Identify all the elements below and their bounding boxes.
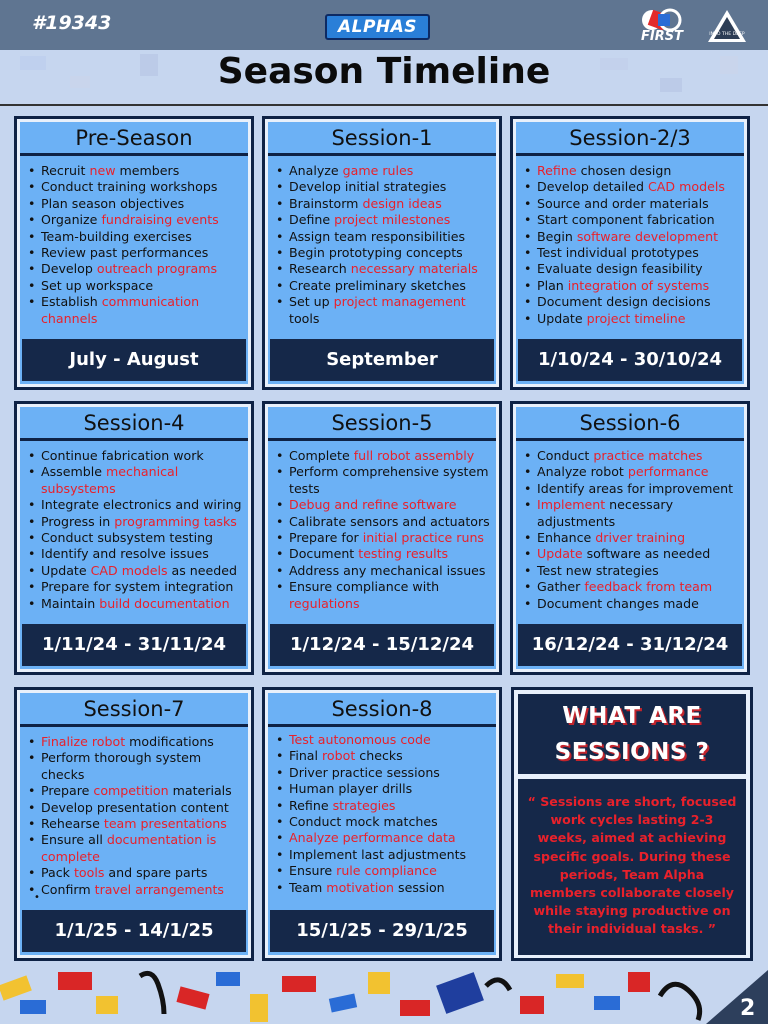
date-range: 1/11/24 - 31/11/24: [22, 624, 246, 666]
info-heading-line-1: WHAT ARE: [562, 703, 702, 729]
date-range: September: [270, 339, 494, 381]
card-session-4: [14, 401, 254, 675]
list-item: • Plan integration of systems: [524, 278, 738, 294]
card-session-6: [510, 401, 750, 675]
list-item: • Update project timeline: [524, 311, 738, 327]
list-item: • Establish communication channels: [28, 294, 242, 327]
info-heading: [518, 694, 746, 774]
first-logo-text: FIRST: [641, 29, 683, 44]
list-item: • Begin software development: [524, 229, 738, 245]
list-item: • Document design decisions: [524, 294, 738, 310]
list-item: • Gather feedback from team: [524, 579, 738, 595]
task-list: [268, 441, 496, 612]
card-session-1: [262, 116, 502, 390]
list-item: • Set up workspace: [28, 278, 242, 294]
list-item: • Test autonomous code: [276, 732, 490, 748]
svg-text:INTO THE DEEP: INTO THE DEEP: [709, 32, 745, 37]
card-session-2-3: [510, 116, 750, 390]
list-item: • Update software as needed: [524, 546, 738, 562]
list-item: • Develop outreach programs: [28, 261, 242, 277]
list-item: • Conduct practice matches: [524, 448, 738, 464]
list-item: • Progress in programming tasks: [28, 514, 242, 530]
list-item: • Develop initial strategies: [276, 179, 490, 195]
card-heading: Session-1: [268, 122, 496, 156]
list-item: • Research necessary materials: [276, 261, 490, 277]
list-item: • Prepare competition materials: [28, 783, 242, 799]
page-title: Season Timeline: [217, 51, 551, 92]
date-range: 1/10/24 - 30/10/24: [518, 339, 742, 381]
list-item: • Driver practice sessions: [276, 765, 490, 781]
list-item: • Debug and refine software: [276, 497, 490, 513]
team-number: #19343: [32, 12, 112, 34]
list-item: • Perform thorough system checks: [28, 750, 242, 783]
task-list: [268, 156, 496, 327]
list-item: • Analyze game rules: [276, 163, 490, 179]
list-item: • Recruit new members: [28, 163, 242, 179]
date-range: 1/1/25 - 14/1/25: [22, 910, 246, 952]
page-corner-icon: [706, 970, 768, 1024]
list-item: • Plan season objectives: [28, 196, 242, 212]
list-item: • Finalize robot modifications: [28, 734, 242, 750]
alphas-logo: ALPHAS: [325, 14, 430, 40]
info-description: “ Sessions are short, focused work cycles lasting 2-3 weeks, aimed at achieving specific goals. During these periods, Team Alpha members collaborate closely while staying productive on their individual tasks. ”: [518, 779, 746, 955]
list-item: • Identify areas for improvement: [524, 481, 738, 497]
list-item: • Begin prototyping concepts: [276, 245, 490, 261]
list-item: • Continue fabrication work: [28, 448, 242, 464]
list-item: • Analyze robot performance: [524, 464, 738, 480]
list-item: • Develop detailed CAD models: [524, 179, 738, 195]
list-item: • Create preliminary sketches: [276, 278, 490, 294]
list-item: • Implement necessary adjustments: [524, 497, 738, 530]
list-item: • Ensure compliance with regulations: [276, 579, 490, 612]
list-item: • Source and order materials: [524, 196, 738, 212]
card-session-7: [14, 687, 254, 961]
card-heading: Session-6: [516, 407, 744, 441]
list-item: • Assemble mechanical subsystems: [28, 464, 242, 497]
list-item: • Rehearse team presentations: [28, 816, 242, 832]
card-pre-season: [14, 116, 254, 390]
list-item: • Test new strategies: [524, 563, 738, 579]
list-item: • Evaluate design feasibility: [524, 261, 738, 277]
list-item: • Final robot checks: [276, 748, 490, 764]
list-item: • Analyze performance data: [276, 830, 490, 846]
list-item: • Set up project management tools: [276, 294, 490, 327]
card-heading: Pre-Season: [20, 122, 248, 156]
list-item: • Calibrate sensors and actuators: [276, 514, 490, 530]
list-item: • Enhance driver training: [524, 530, 738, 546]
list-item: • Ensure all documentation is complete: [28, 832, 242, 865]
list-item: • Update CAD models as needed: [28, 563, 242, 579]
card-heading: Session-4: [20, 407, 248, 441]
list-item: • Pack tools and spare parts: [28, 865, 242, 881]
list-item: • Organize fundraising events: [28, 212, 242, 228]
list-item: • Document testing results: [276, 546, 490, 562]
task-list: [20, 727, 248, 898]
list-item: • Implement last adjustments: [276, 847, 490, 863]
lego-bricks-footer-icon: [0, 966, 768, 1024]
list-item: • Maintain build documentation: [28, 596, 242, 612]
list-item: • Prepare for initial practice runs: [276, 530, 490, 546]
date-range: 1/12/24 - 15/12/24: [270, 624, 494, 666]
list-item: • Integrate electronics and wiring: [28, 497, 242, 513]
list-item: • Assign team responsibilities: [276, 229, 490, 245]
list-item: • Complete full robot assembly: [276, 448, 490, 464]
task-list: [20, 156, 248, 327]
card-heading: Session-5: [268, 407, 496, 441]
header-bar: [0, 0, 768, 50]
stray-bullet: •: [34, 892, 40, 903]
task-list: [268, 727, 496, 896]
list-item: • Confirm travel arrangements: [28, 882, 242, 898]
task-list: [516, 156, 744, 327]
date-range: 16/12/24 - 31/12/24: [518, 624, 742, 666]
list-item: • Conduct mock matches: [276, 814, 490, 830]
date-range: July - August: [22, 339, 246, 381]
list-item: • Define project milestones: [276, 212, 490, 228]
list-item: • Conduct subsystem testing: [28, 530, 242, 546]
task-list: [20, 441, 248, 612]
card-session-5: [262, 401, 502, 675]
task-list: [516, 441, 744, 612]
list-item: • Start component fabrication: [524, 212, 738, 228]
list-item: • Review past performances: [28, 245, 242, 261]
info-heading-line-2: SESSIONS ?: [554, 739, 710, 765]
list-item: • Brainstorm design ideas: [276, 196, 490, 212]
date-range: 15/1/25 - 29/1/25: [270, 910, 494, 952]
list-item: • Team-building exercises: [28, 229, 242, 245]
card-heading: Session-2/3: [516, 122, 744, 156]
list-item: • Refine chosen design: [524, 163, 738, 179]
into-the-deep-logo: [706, 8, 748, 44]
list-item: • Develop presentation content: [28, 800, 242, 816]
what-are-sessions-card: [511, 687, 753, 961]
card-session-8: [262, 687, 502, 961]
list-item: • Team motivation session: [276, 880, 490, 896]
card-heading: Session-8: [268, 693, 496, 727]
list-item: • Document changes made: [524, 596, 738, 612]
footer-bricks: [0, 966, 768, 1024]
list-item: • Test individual prototypes: [524, 245, 738, 261]
list-item: • Conduct training workshops: [28, 179, 242, 195]
card-heading: Session-7: [20, 693, 248, 727]
list-item: • Human player drills: [276, 781, 490, 797]
list-item: • Prepare for system integration: [28, 579, 242, 595]
first-logo: [636, 8, 688, 44]
page-number: 2: [740, 996, 756, 1021]
list-item: • Refine strategies: [276, 798, 490, 814]
list-item: • Ensure rule compliance: [276, 863, 490, 879]
list-item: • Address any mechanical issues: [276, 563, 490, 579]
list-item: • Perform comprehensive system tests: [276, 464, 490, 497]
title-divider: [0, 104, 768, 106]
list-item: • Identify and resolve issues: [28, 546, 242, 562]
